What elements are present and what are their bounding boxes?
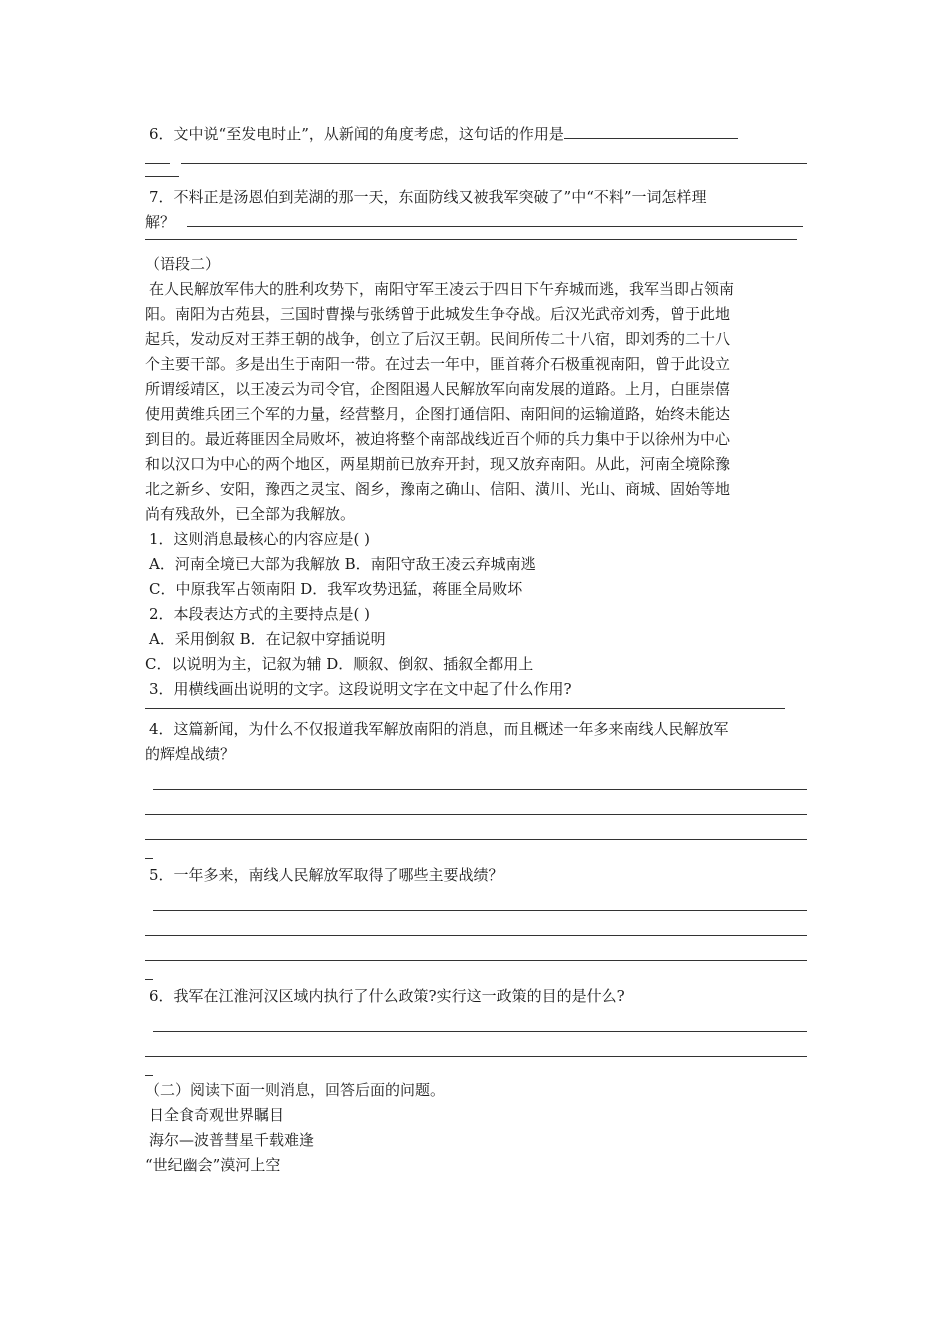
answer-line[interactable] xyxy=(145,839,807,840)
spacer xyxy=(145,767,807,789)
headline: 日全食奇观世界瞩目 xyxy=(149,1106,285,1124)
spacer xyxy=(145,1009,807,1031)
passage-line: 到目的。最近蒋匪因全局败坏，被迫将整个南部战线近百个师的兵力集中于以徐州为中心 xyxy=(145,430,731,448)
answer-blank[interactable] xyxy=(187,211,803,227)
answer-line[interactable] xyxy=(145,960,807,961)
option-c-d[interactable]: C．中原我军占领南阳 D．我军攻势迅猛，蒋匪全局败坏 xyxy=(149,580,523,598)
option-c-d[interactable]: C．以说明为主，记叙为辅 D．顺叙、倒叙、插叙全都用上 xyxy=(145,655,534,673)
headline: “世纪幽会”漠河上空 xyxy=(145,1156,281,1174)
spacer xyxy=(145,911,807,935)
question-6-seg2: 6．我军在江淮河汉区域内执行了什么政策?实行这一政策的目的是什么? xyxy=(149,987,625,1005)
question-text: 解？ xyxy=(145,213,176,231)
passage-line: 个主要干部。多是出生于南阳一带。在过去一年中，匪首蒋介石极重视南阳，曾于此设立 xyxy=(145,355,731,373)
question-5: 5．一年多来，南线人民解放军取得了哪些主要战绩？ xyxy=(149,866,504,884)
spacer xyxy=(145,790,807,814)
answer-line[interactable] xyxy=(145,239,797,240)
answer-line[interactable] xyxy=(145,1056,807,1057)
question-6-seg1 xyxy=(145,122,807,147)
spacer xyxy=(145,888,807,910)
passage-line: 使用黄维兵团三个军的力量，经营整月，企图打通信阳、南阳间的运输道路，始终未能达 xyxy=(145,405,731,423)
question-1: 1．这则消息最核心的内容应是( ) xyxy=(149,530,371,548)
spacer xyxy=(145,1032,807,1056)
passage xyxy=(145,277,807,527)
spacer xyxy=(145,936,807,960)
passage-line: 在人民解放军伟大的胜利攻势下，南阳守军王凌云于四日下午弃城而逃，我军当即占领南 xyxy=(149,280,735,298)
headline: 海尔—波普彗星千载难逢 xyxy=(149,1131,315,1149)
answer-blank[interactable] xyxy=(145,846,153,859)
question-2: 2．本段表达方式的主要持点是( ) xyxy=(149,605,371,623)
passage-line: 北之新乡、安阳，豫西之灵宝、阁乡，豫南之确山、信阳、潢川、光山、商城、固始等地 xyxy=(145,480,731,498)
answer-blank[interactable] xyxy=(145,148,170,164)
answer-blank[interactable] xyxy=(181,148,807,164)
passage-line: 所谓绥靖区，以王凌云为司令官，企图阻遏人民解放军向南发展的道路。上月，白匪崇僖 xyxy=(145,380,731,398)
option-a-b[interactable]: A．河南全境已大部为我解放 B．南阳守敌王凌云弃城南逃 xyxy=(149,555,536,573)
answer-blank[interactable] xyxy=(145,967,153,980)
document-page xyxy=(145,122,807,1178)
answer-blank[interactable] xyxy=(564,123,738,139)
question-4: 4．这篇新闻，为什么不仅报道我军解放南阳的消息，而且概述一年多来南线人民解放军 xyxy=(149,720,729,738)
question-3: 3．用横线画出说明的文字。这段说明文字在文中起了什么作用? xyxy=(149,680,572,698)
answer-line-row xyxy=(145,147,807,172)
passage-line: 和以汉口为中心的两个地区，两星期前已放弃开封，现又放弃南阳。从此，河南全境除豫 xyxy=(145,455,731,473)
question-4-cont: 的辉煌战绩？ xyxy=(145,745,236,763)
passage-line: 尚有残敌外，已全部为我解放。 xyxy=(145,505,356,523)
question-text: 6．文中说“至发电时止”，从新闻的角度考虑，这句话的作用是 xyxy=(149,125,564,143)
spacer xyxy=(145,815,807,839)
option-a-b[interactable]: A．采用倒叙 B．在记叙中穿插说明 xyxy=(149,630,386,648)
answer-blank[interactable] xyxy=(145,1063,153,1076)
passage-line: 阳。南阳为古苑县，三国时曹操与张绣曾于此城发生争夺战。后汉光武帝刘秀，曾于此地 xyxy=(145,305,731,323)
question-7: 7．不料正是汤恩伯到芜湖的那一天，东面防线又被我军突破了”中“不料”一词怎样理 xyxy=(149,188,707,206)
section-heading: （语段二） xyxy=(145,255,221,273)
part-2-intro: （二）阅读下面一则消息，回答后面的问题。 xyxy=(145,1081,446,1099)
answer-line[interactable] xyxy=(145,708,785,709)
question-7-cont xyxy=(145,210,807,235)
passage-line: 起兵，发动反对王莽王朝的战争，创立了后汉王朝。民间所传二十八宿，即刘秀的二十八 xyxy=(145,330,731,348)
